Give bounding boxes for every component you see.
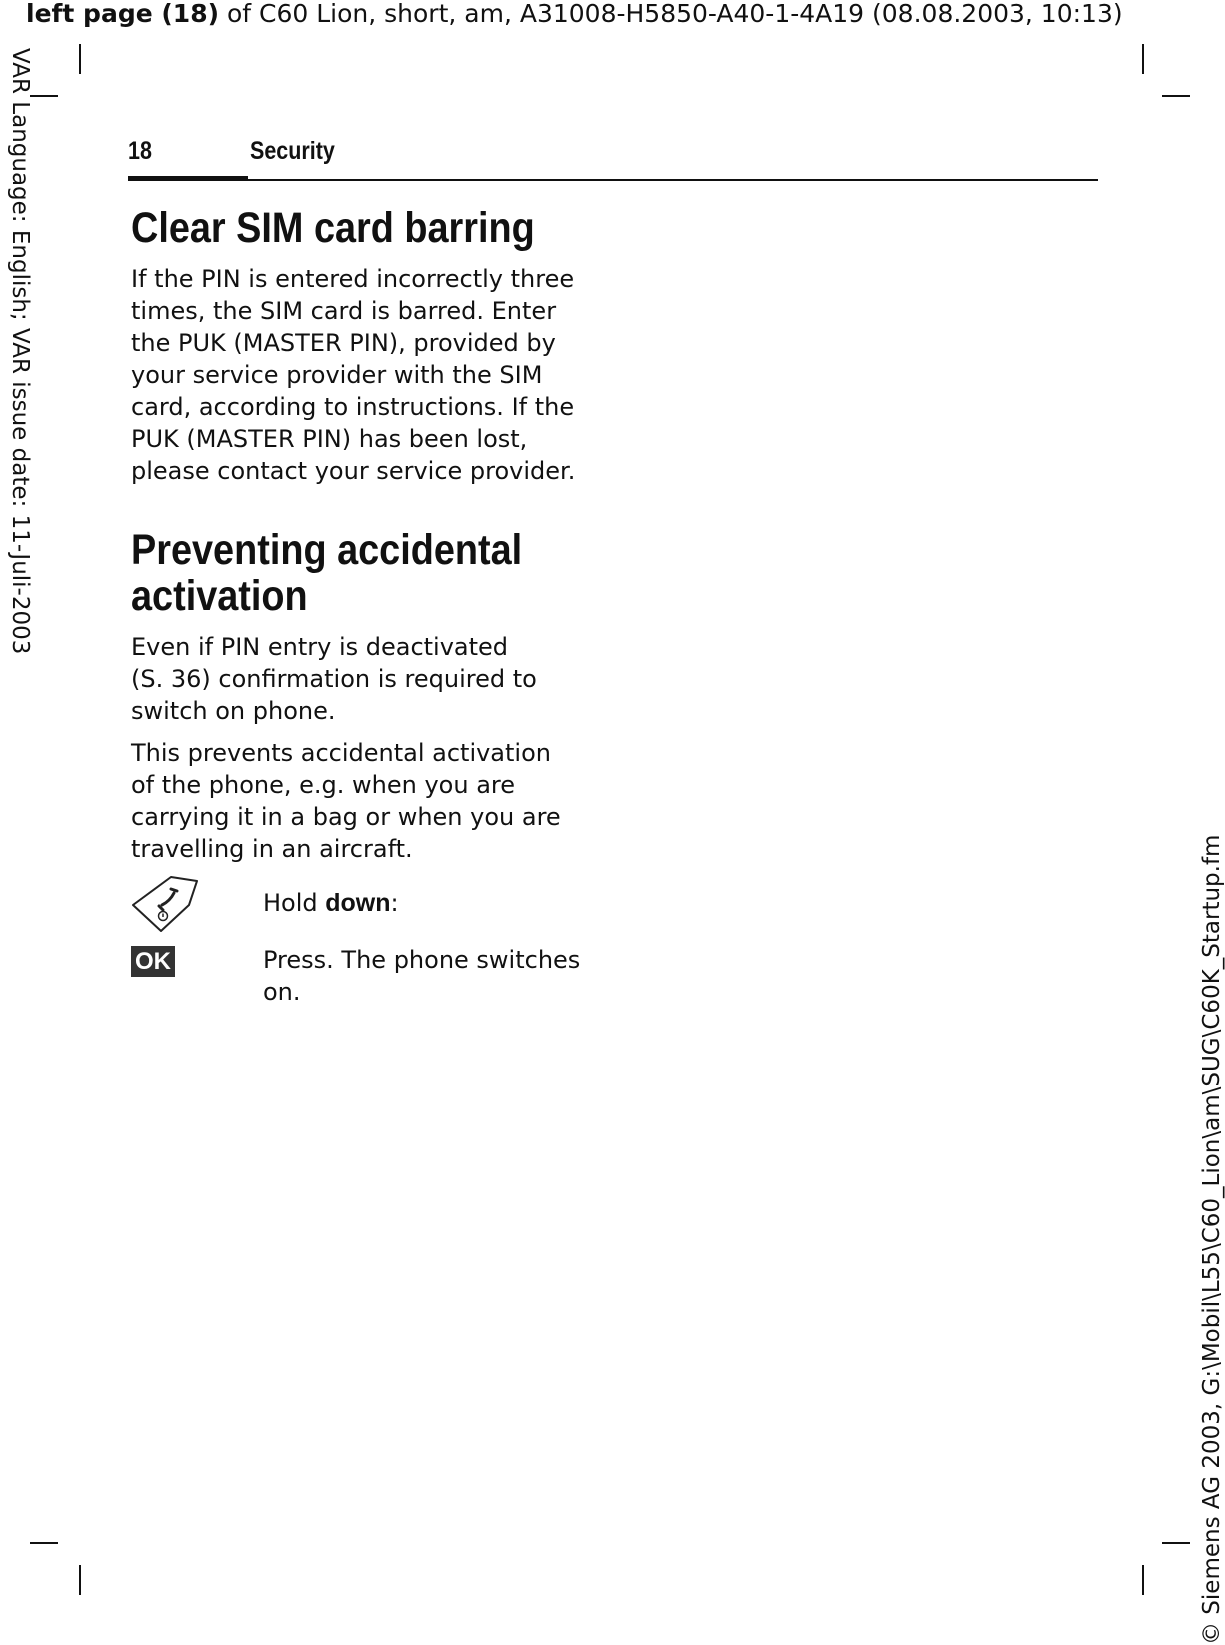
text-line: times, the SIM card is barred. Enter [131,297,557,325]
end-key-icon [131,875,199,933]
banner-bold: left page (18) [26,0,220,28]
step-hold-end-key [131,877,601,937]
heading-line: activation [131,572,308,620]
crop-mark [30,1542,58,1544]
heading-preventing-activation [131,527,624,619]
print-banner [26,0,1123,28]
text-line: PUK (MASTER PIN) has been lost, [131,425,528,453]
step-label [263,887,593,919]
text-line: If the PIN is entered incorrectly three [131,265,575,293]
text-line: your service provider with the SIM [131,361,543,389]
step-suffix: : [390,889,399,917]
text-line: please contact your service provider. [131,457,576,485]
text-line: travelling in an aircraft. [131,835,413,863]
header-section-title: Security [250,137,335,165]
right-margin-text: © Siemens AG 2003, G:\Mobil\L55\C60_Lion\am\SUG\C60K_Startup.fm [1199,834,1225,1645]
text-line: carrying it in a bag or when you are [131,803,561,831]
crop-mark [79,44,81,74]
activation-text-2 [131,737,601,865]
text-line: This prevents accidental activation [131,739,551,767]
crop-mark [79,1565,81,1595]
text-line: the PUK (MASTER PIN), provided by [131,329,556,357]
text-line: Even if PIN entry is deactivated [131,633,509,661]
right-margin-note [1198,834,1225,1645]
ok-key-icon: OK [131,946,175,977]
page-content [131,205,601,1014]
left-margin-note [6,48,34,655]
heading-clear-sim-barring: Clear SIM card barring [131,204,535,252]
sim-barring-text [131,263,601,487]
crop-mark [1142,1565,1144,1595]
running-header [128,133,1098,185]
text-line: on. [263,978,301,1006]
text-line: switch on phone. [131,697,336,725]
text-line: card, according to instructions. If the [131,393,575,421]
crop-mark [1162,1542,1190,1544]
page-number: 18 [128,137,152,165]
activation-text-1 [131,631,601,727]
crop-mark [1142,44,1144,74]
crop-mark [1162,95,1190,97]
step-label [263,944,593,1008]
header-rule-thick [128,176,248,181]
step-prefix: Hold [263,889,326,917]
left-margin-text: VAR Language: English; VAR issue date: 11-Juli-2003 [7,48,33,655]
step-bold: down [325,889,391,917]
text-line: Press. The phone switches [263,946,581,974]
crop-mark [30,95,58,97]
text-line: of the phone, e.g. when you are [131,771,516,799]
step-press-ok [131,934,601,1014]
heading-line: Preventing accidental [131,526,523,574]
text-line: (S. 36) confirmation is required to [131,665,537,693]
banner-rest: of C60 Lion, short, am, A31008-H5850-A40-1-4A19 (08.08.2003, 10:13) [219,0,1123,28]
header-rule-thin [248,179,1098,181]
